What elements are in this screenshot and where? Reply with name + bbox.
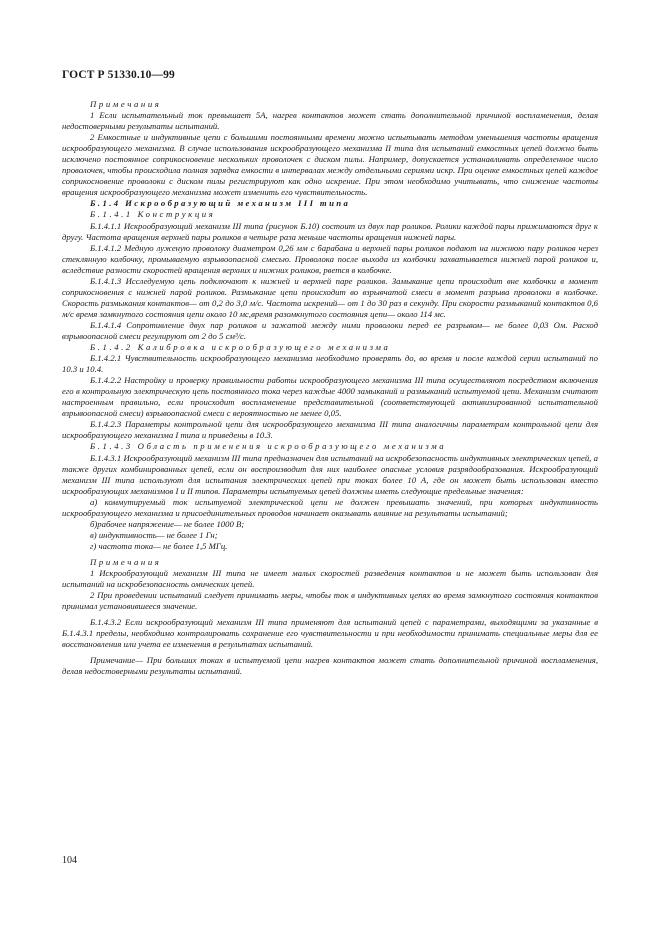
paragraph: Б.1.4.2.1 Чувствительность искрообразующего механизма необходимо проверять до, во время и после каждой серии испытаний по 10.3 и 10.4. [62,353,598,375]
note-title: Примечания [90,556,162,567]
page-number: 104 [62,855,77,866]
note-item: 2 Емкостные и индуктивные цепи с большими постоянными времени можно испытывать методом уменьшения частоты вращения искрообразующего механизма. В случае использования искрообразующего механизма II типа для испытаний емкостных цепей должно быть исключено постоянное соприкосновение нескольких проволочек с диском пилы. Например, допускается устанавливать определенное число проволочек, чтобы происходила полная зарядка емкости в интервалах между отдельными сериями искр. При оценке емкостных цепей каждое соприкосновение проволоки с диском пилы регистрируют как одно искрение. При этом необходимо учитывать, что снижение частоты вращения искрообразующего механизма может изменить его чувствительность. [62,132,598,198]
note: Примечание— При больших токах в испытуемой цепи нагрев контактов может стать дополнительной причиной воспламенения, делая недостоверными результаты испытаний. [62,655,598,677]
subsection-heading: Б.1.4.2 Калибровка искрообразующего механизма [90,342,391,353]
paragraph: Б.1.4.2.3 Параметры контрольной цепи для искрообразующего механизма III типа аналогичны параметрам контрольной цепи для искрообразующего механизма I типа и приведены в 10.3. [62,419,598,441]
subsection-heading: Б.1.4.1 Конструкция [90,209,216,220]
list-item: а) коммутируемый ток испытуемой электрической цепи не должен превышать значений, при которых индуктивность искрообразующего механизма и присоединительных проводов начинает оказывать влияние на результаты испытаний; [62,496,598,518]
list-item: б)рабочее напряжение— не более 1000 В; [90,518,245,529]
list-item: в) индуктивность— не более 1 Гн; [90,529,218,540]
paragraph: Б.1.4.1.1 Искрообразующий механизм III типа (рисунок Б.10) состоит из двух пар роликов. Ролики каждой пары прижимаются друг к другу. Частота вращения верхней пары роликов в четыре раза меньше частоты вращения нижней пары. [62,220,598,242]
paragraph: Б.1.4.3.1 Искрообразующий механизм III типа предназначен для испытаний на искробезопасность индуктивных электрических цепей, а также других комбинированных цепей, если он воспроизводит для них наиболее опасные условия разрядообразования. Искрообразующий механизм III типа используют для испытания электрических цепей при токах более 10 А, где он может быть использован вместо искрообразующих механизмов I и II типов. Параметры испытуемых цепей должны иметь следующие предельные значения: [62,452,598,496]
paragraph: Б.1.4.1.3 Исследуемую цепь подключают к нижней и верхней паре роликов. Замыкание цепи происходит вне колбочки в момент соприкосновения с нижней парой роликов. Размыкание цепи происходит во взрывчатой смеси в момент разрыва проволоки в колбочке. Скорость размыкания контактов— от 0,2 до 3,0 м/с. Частота искрений— от 1 до 30 раз в секунду. При скорости размыканий контактов 0,6 м/с время замкнутого состояния цепи около 10 мс,время разомкнутого состояния цепи— около 114 мс. [62,275,598,319]
page-body [62,99,598,677]
note-item: 1 Искрообразующий механизм III типа не имеет малых скоростей разведения контактов и не может быть использован для испытаний на искробезопасность омических цепей. [62,567,598,590]
document-header [62,69,175,81]
paragraph: Б.1.4.1.4 Сопротивление двух пар роликов и зажатой между ними проволоки перед ее разрывом— не более 0,03 Ом. Расход взрывоопасной смеси регулируют от 2 до 5 см³/с. [62,319,598,341]
list-item: г) частота тока— не более 1,5 МГц. [90,540,228,551]
text-block [62,99,598,677]
note-title: Примечания [90,99,162,109]
paragraph: Б.1.4.2.2 Настройку и проверку правильности работы искрообразующего механизма III типа осуществляют посредством включения его в контрольную электрическую цепь постоянного тока через каждые 4000 замыканий и размыканий испытуемой цепи. Механизм считают настроенным правильно, если происходит воспламенение представительной (соответствующей активизированной испытательной взрывоопасной смеси) взрывоопасной смеси с вероятностью не менее 0,05. [62,375,598,419]
subsection-heading: Б.1.4.3 Область применения искрообразующего механизма [90,441,447,452]
note-item: 1 Если испытательный ток превышает 5А, нагрев контактов может стать дополнительной причиной воспламенения, делая недостоверными результаты испытаний. [62,110,598,132]
paragraph: Б.1.4.1.2 Медную луженую проволоку диаметром 0,26 мм с барабана и верхней пары роликов подают на нижнюю пару роликов через стеклянную колбочку, промываемую взрывоопасной смесью. Проволока после выхода из колбочки захватывается нижней парой роликов и, вследствие разности скоростей вращения верхних и нижних роликов, рвется в колбочке. [62,242,598,275]
paragraph: Б.1.4.3.2 Если искрообразующий механизм III типа применяют для испытаний цепей с параметрами, выходящими за указанные в Б.1.4.3.1 пределы, необходимо контролировать сохранение его чувствительности и при необходимости принимать специальные меры для ее восстановления или учета ее изменения в результатах испытаний. [62,617,598,650]
doc-code: ГОСТ Р 51330.10—99 [62,69,175,81]
section-heading: Б.1.4 Искрообразующий механизм III типа [90,198,351,209]
note-item: 2 При проведении испытаний следует принимать меры, чтобы ток в индуктивных цепях во время замкнутого состояния контактов принимал установившееся значение. [62,590,598,612]
